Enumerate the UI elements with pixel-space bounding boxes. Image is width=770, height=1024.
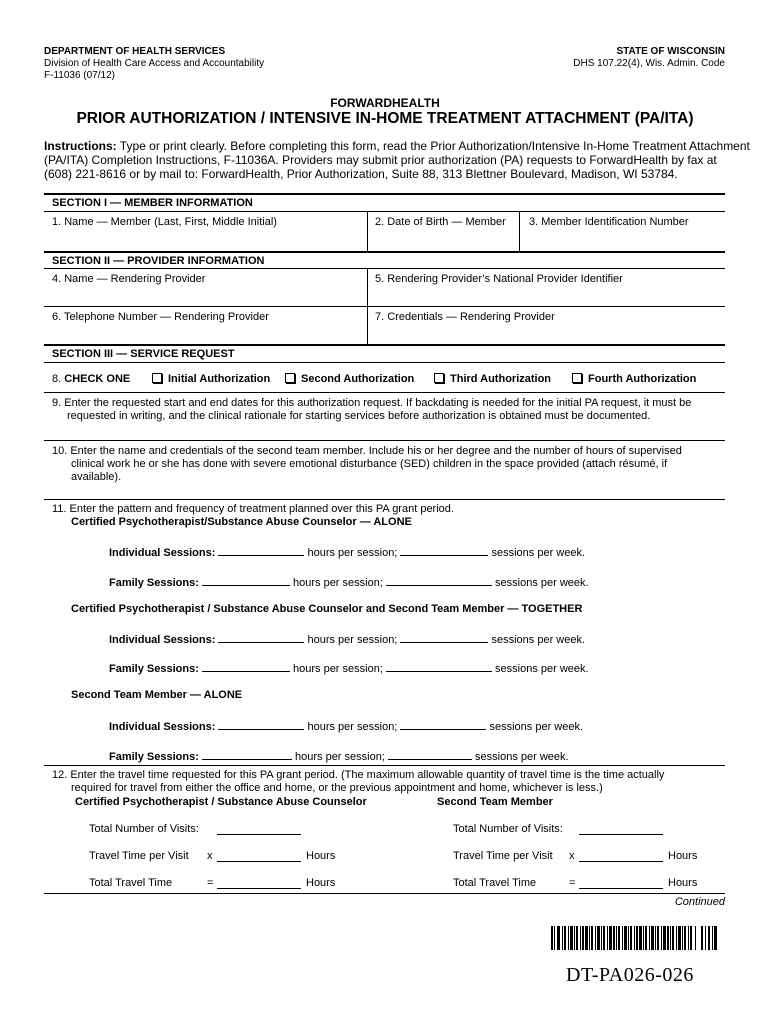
- q11-line-1: 11. Enter the pattern and frequency of treatment planned over this PA grant period.: [52, 503, 454, 515]
- q9-line-2: requested in writing, and the clinical rationale for starting services before authorization is obtained must be documented.: [67, 410, 651, 422]
- q8-rule: [44, 392, 725, 393]
- provider-name-field[interactable]: [52, 287, 364, 305]
- g3-individual-sessions-field[interactable]: [400, 719, 486, 730]
- sessions-per-week-text: sessions per week.: [491, 634, 586, 646]
- hours-per-session-text: hours per session;: [293, 577, 383, 589]
- option-label: Second Authorization: [301, 373, 415, 385]
- c2-total-visits-field[interactable]: [579, 824, 663, 835]
- hours-per-session-text: hours per session;: [307, 547, 398, 559]
- member-id-label: 3. Member Identification Number: [529, 216, 689, 228]
- q10-line-1: 10. Enter the name and credentials of the second team member. Include his or her degree and the number of hours of supervised: [52, 445, 682, 457]
- c2-equals-sign: =: [569, 877, 576, 889]
- q12-line-1: 12. Enter the travel time requested for this PA grant period. (The maximum allowable quantity of travel time is the time actually: [52, 769, 665, 781]
- c1-total-travel-label: Total Travel Time: [89, 877, 173, 889]
- c1-total-visits-label: Total Number of Visits:: [89, 823, 199, 835]
- fourth-authorization-option[interactable]: [572, 373, 696, 386]
- section-3-title: SECTION III — SERVICE REQUEST: [52, 348, 235, 360]
- c1-total-travel-field[interactable]: [217, 878, 301, 889]
- g2-family-sessions-field[interactable]: [386, 661, 492, 672]
- c2-hours-unit-2: Hours: [668, 877, 698, 889]
- document-code: DT-PA026-026: [566, 964, 694, 986]
- option-label: Third Authorization: [450, 373, 552, 385]
- divider: [519, 211, 520, 251]
- section-2-rule: [44, 268, 725, 269]
- q10-team-member-field[interactable]: [52, 485, 722, 497]
- sessions-per-week-text: sessions per week.: [495, 663, 589, 675]
- agency-name: FORWARDHEALTH: [330, 96, 440, 110]
- g1-family-sessions-field[interactable]: [386, 575, 492, 586]
- checkbox-icon[interactable]: [434, 373, 444, 383]
- item-number: 8.: [52, 373, 62, 385]
- c1-hours-unit-1: Hours: [306, 850, 336, 862]
- g2-family-row: [109, 661, 589, 676]
- c1-travel-per-visit-label: Travel Time per Visit: [89, 850, 189, 862]
- form-number: F-11036 (07/12): [44, 70, 115, 81]
- member-dob-field[interactable]: [370, 230, 516, 249]
- hours-per-session-text: hours per session;: [307, 634, 398, 646]
- instructions-text-1: Type or print clearly. Before completing this form, read the Prior Authorization/Intensive In-Home Treatment Attachment: [119, 139, 750, 153]
- barcode-icon: [551, 926, 717, 950]
- hours-per-session-text: hours per session;: [307, 721, 398, 733]
- instructions-line-1: [44, 139, 750, 154]
- sessions-per-week-text: sessions per week.: [475, 751, 569, 763]
- section-3-rule: [44, 362, 725, 363]
- continued-label: Continued: [674, 896, 725, 908]
- check-one-text: CHECK ONE: [64, 373, 131, 385]
- hours-per-session-text: hours per session;: [295, 751, 385, 763]
- c1-equals-sign: =: [207, 877, 214, 889]
- g3-family-sessions-field[interactable]: [388, 749, 472, 760]
- provider-npi-label: 5. Rendering Provider’s National Provider Identifier: [375, 273, 623, 285]
- individual-label: Individual Sessions:: [109, 547, 216, 559]
- sessions-per-week-text: sessions per week.: [495, 577, 589, 589]
- division-name: Division of Health Care Access and Accountability: [44, 58, 265, 69]
- c2-total-travel-label: Total Travel Time: [453, 877, 537, 889]
- c2-travel-per-visit-label: Travel Time per Visit: [453, 850, 553, 862]
- sessions-per-week-text: sessions per week.: [489, 721, 584, 733]
- c1-times-sign: x: [207, 850, 213, 862]
- q10-line-3: available).: [71, 471, 122, 483]
- q12-col-2-title: Second Team Member: [437, 796, 553, 808]
- member-dob-label: 2. Date of Birth — Member: [375, 216, 506, 228]
- family-label: Family Sessions:: [109, 751, 199, 763]
- section-2-top-rule: [44, 251, 725, 253]
- g3-family-row: [109, 749, 569, 764]
- initial-authorization-option[interactable]: [152, 373, 270, 386]
- g2-individual-sessions-field[interactable]: [400, 632, 488, 643]
- admin-code: DHS 107.22(4), Wis. Admin. Code: [573, 58, 725, 69]
- c2-total-travel-field[interactable]: [579, 878, 663, 889]
- g1-family-hours-field[interactable]: [202, 575, 290, 586]
- individual-label: Individual Sessions:: [109, 634, 216, 646]
- c1-travel-per-visit-field[interactable]: [217, 851, 301, 862]
- department-name: DEPARTMENT OF HEALTH SERVICES: [44, 46, 226, 57]
- checkbox-icon[interactable]: [152, 373, 162, 383]
- option-label: Initial Authorization: [168, 373, 271, 385]
- g1-individual-sessions-field[interactable]: [400, 545, 488, 556]
- section-2-mid-rule: [44, 306, 725, 307]
- q11-group-1-title: Certified Psychotherapist/Substance Abuse Counselor — ALONE: [71, 516, 412, 528]
- c2-total-visits-label: Total Number of Visits:: [453, 823, 563, 835]
- g1-family-row: [109, 575, 589, 590]
- family-label: Family Sessions:: [109, 577, 199, 589]
- g2-individual-row: [109, 632, 585, 647]
- c2-hours-unit-1: Hours: [668, 850, 698, 862]
- sessions-per-week-text: sessions per week.: [491, 547, 586, 559]
- q10-rule: [44, 499, 725, 500]
- checkbox-icon[interactable]: [572, 373, 582, 383]
- g2-family-hours-field[interactable]: [202, 661, 290, 672]
- provider-npi-field[interactable]: [370, 287, 722, 305]
- g3-individual-hours-field[interactable]: [218, 719, 304, 730]
- section-1-rule: [44, 211, 725, 212]
- hours-per-session-text: hours per session;: [293, 663, 383, 675]
- member-id-field[interactable]: [522, 230, 722, 249]
- c2-travel-per-visit-field[interactable]: [579, 851, 663, 862]
- c1-total-visits-field[interactable]: [217, 824, 301, 835]
- g1-individual-hours-field[interactable]: [218, 545, 304, 556]
- member-name-field[interactable]: [52, 230, 364, 249]
- q12-line-2: required for travel from either the office and home, or the previous appointment and home, whichever is less.): [71, 782, 603, 794]
- check-one-label: [52, 373, 130, 386]
- q11-group-3-title: Second Team Member — ALONE: [71, 689, 243, 701]
- member-name-label: 1. Name — Member (Last, First, Middle Initial): [52, 216, 277, 228]
- g3-family-hours-field[interactable]: [202, 749, 292, 760]
- g3-individual-row: [109, 719, 583, 734]
- q12-bottom-rule: [44, 893, 725, 894]
- section-1-title: SECTION I — MEMBER INFORMATION: [52, 197, 253, 209]
- provider-phone-label: 6. Telephone Number — Rendering Provider: [52, 311, 269, 323]
- section-2-title: SECTION II — PROVIDER INFORMATION: [52, 255, 265, 267]
- provider-credentials-label: 7. Credentials — Rendering Provider: [375, 311, 555, 323]
- checkbox-icon[interactable]: [285, 373, 295, 383]
- instructions-label: Instructions:: [44, 139, 117, 153]
- individual-label: Individual Sessions:: [109, 721, 216, 733]
- third-authorization-option[interactable]: [434, 373, 551, 386]
- provider-credentials-field[interactable]: [370, 325, 722, 343]
- q11-rule: [44, 765, 725, 766]
- c2-times-sign: x: [569, 850, 575, 862]
- q12-col-1-title: Certified Psychotherapist / Substance Abuse Counselor: [75, 796, 367, 808]
- g2-individual-hours-field[interactable]: [218, 632, 304, 643]
- instructions-line-3: (608) 221-8616 or by mail to: ForwardHealth, Prior Authorization, Suite 88, 313 Blettner Boulevard, Madison, WI 53784.: [44, 167, 678, 181]
- q9-line-1: 9. Enter the requested start and end dates for this authorization request. If backdating is needed for the initial PA request, it must be: [52, 397, 692, 409]
- q9-rule: [44, 440, 725, 441]
- q11-group-2-title: Certified Psychotherapist / Substance Abuse Counselor and Second Team Member — TOGETHER: [71, 603, 583, 615]
- provider-phone-field[interactable]: [52, 325, 364, 343]
- section-1-top-rule: [44, 193, 725, 195]
- family-label: Family Sessions:: [109, 663, 199, 675]
- provider-name-label: 4. Name — Rendering Provider: [52, 273, 206, 285]
- instructions-line-2: (PA/ITA) Completion Instructions, F-11036A. Providers may submit prior authorization (PA) requests to ForwardHealth by fax at: [44, 153, 717, 167]
- state-name: STATE OF WISCONSIN: [616, 46, 725, 57]
- divider: [367, 211, 368, 251]
- q9-dates-field[interactable]: [52, 424, 722, 438]
- page-title: PRIOR AUTHORIZATION / INTENSIVE IN-HOME TREATMENT ATTACHMENT (PA/ITA): [76, 110, 694, 127]
- section-3-top-rule: [44, 344, 725, 346]
- g1-individual-row: [109, 545, 585, 560]
- option-label: Fourth Authorization: [588, 373, 697, 385]
- c1-hours-unit-2: Hours: [306, 877, 336, 889]
- second-authorization-option[interactable]: [285, 373, 414, 386]
- q10-line-2: clinical work he or she has done with severe emotional disturbance (SED) children in the space provided (attach résumé, if: [71, 458, 668, 470]
